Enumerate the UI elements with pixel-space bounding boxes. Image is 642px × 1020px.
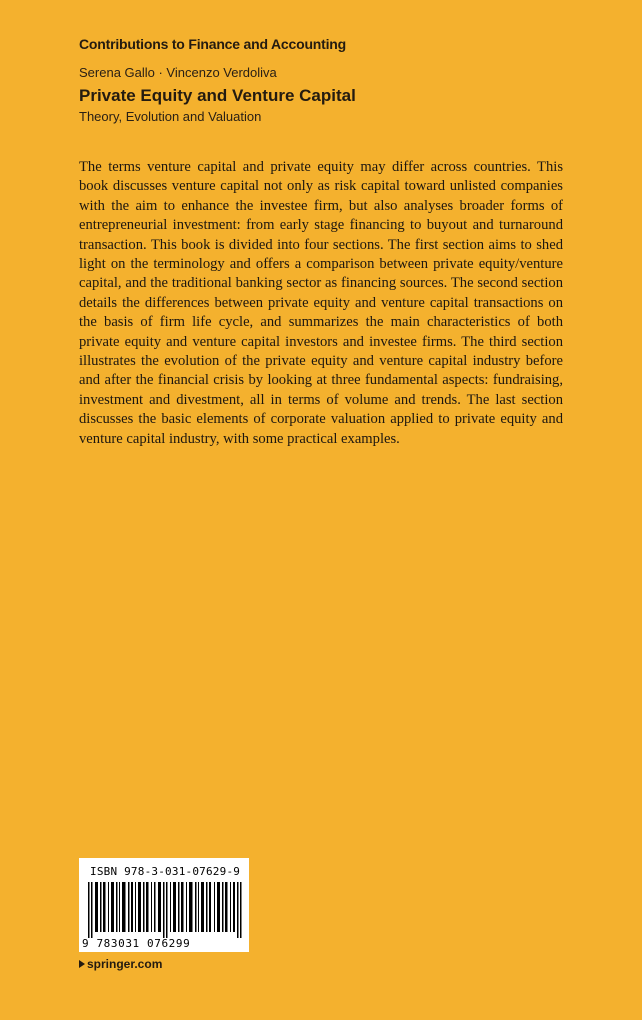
isbn-label: ISBN 978-3-031-07629-9 bbox=[90, 865, 241, 878]
barcode-icon bbox=[88, 882, 242, 938]
book-subtitle: Theory, Evolution and Valuation bbox=[79, 109, 262, 124]
authors: Serena Gallo · Vincenzo Verdoliva bbox=[79, 65, 277, 80]
website-link[interactable]: springer.com bbox=[87, 957, 163, 971]
publisher-website[interactable] bbox=[79, 957, 162, 971]
barcode-digits: 9 783031 076299 bbox=[82, 937, 191, 950]
isbn-barcode-block bbox=[79, 858, 249, 952]
book-description: The terms venture capital and private equity may differ across countries. This book discusses venture capital not only as risk capital toward unlisted companies with the aim to enhance the investee firm, but also analyses broader forms of entrepreneurial investment: from early stage financing to buyout and turnaround transaction. This book is divided into four sections. The first section aims to shed light on the terminology and offers a comparison between private equity/venture capital, and the traditional banking sector as financing sources. The second section details the differences between private equity and venture capital transactions on the basis of firm life cycle, and summarizes the main characteristics of both private equity and venture capital investors and investee firms. The third section illustrates the evolution of the private equity and venture capital industry before and after the financial crisis by looking at three fundamental aspects: fundraising, investment and divestment, all in terms of volume and trends. The last section discusses the basic elements of corporate valuation applied to private equity and venture capital industry, with some practical examples. bbox=[79, 159, 563, 447]
series-name: Contributions to Finance and Accounting bbox=[79, 36, 346, 52]
arrow-right-icon bbox=[79, 960, 85, 968]
book-title: Private Equity and Venture Capital bbox=[79, 86, 356, 105]
